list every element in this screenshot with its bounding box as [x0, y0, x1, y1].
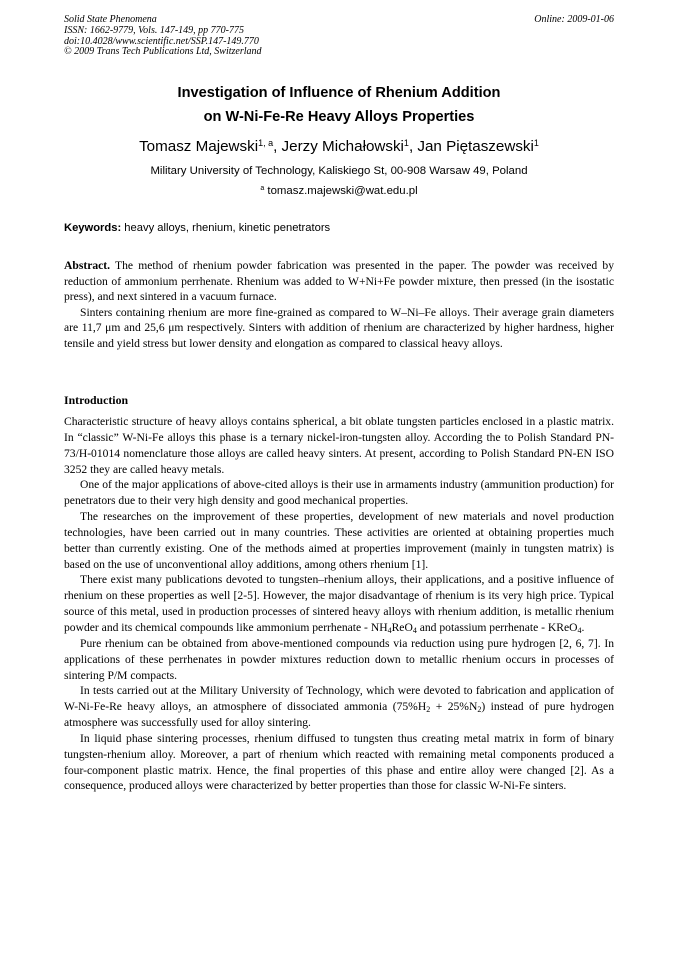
subscript: 4	[387, 625, 392, 635]
author-list	[64, 138, 614, 155]
subscript: 4	[577, 625, 582, 635]
author-name: Jan Piętaszewski	[417, 138, 534, 155]
text-run: ReO	[391, 620, 413, 634]
doi-line: doi:10.4028/www.scientific.net/SSP.147-149.770	[64, 35, 259, 47]
keywords-label: Keywords:	[64, 222, 122, 234]
copyright-line: © 2009 Trans Tech Publications Ltd, Switzerland	[64, 46, 262, 58]
email-mark: a	[260, 185, 265, 192]
body-paragraph: Characteristic structure of heavy alloys contains spherical, a bit oblate tungsten particles enclosed in a plastic matrix. In “classic” W-Ni-Fe alloys this phase is a ternary nickel-iron-tungsten alloy. According the to Polish Standard PN-73/H-01014 nomenclature those alloys are called heavy sinters. At present, according to Polish Standard PN-EN ISO 3252 they are called heavy metals.	[64, 415, 614, 476]
subscript: 2	[426, 705, 431, 715]
title-line-2: on W-Ni-Fe-Re Heavy Alloys Properties	[203, 108, 475, 125]
email-address[interactable]: tomasz.majewski@wat.edu.pl	[264, 185, 418, 197]
author-affil-mark: 1	[403, 138, 409, 148]
journal-header	[64, 15, 614, 58]
title-line-1: Investigation of Influence of Rhenium Addition	[177, 85, 501, 101]
body-paragraph	[64, 572, 614, 635]
text-run: .	[581, 620, 585, 634]
body-paragraph: Pure rhenium can be obtained from above-mentioned compounds via reduction using pure hydrogen [2, 6, 7]. In applications of these perrhenates in powder mixtures reduction down to metallic rhenium occurs in processes of sintering P/M compacts.	[64, 636, 614, 682]
subscript: 4	[412, 625, 417, 635]
body-paragraph	[64, 683, 614, 731]
abstract	[64, 258, 614, 351]
journal-name: Solid State Phenomena	[64, 14, 157, 25]
keywords	[64, 222, 614, 234]
body-paragraph: In liquid phase sintering processes, rhenium diffused to tungsten thus creating metal matrix in form of binary tungsten-rhenium alloy. Moreover, a part of rhenium which reacted with remaining metal components produced a four-component plastic matrix. Hence, the final properties of this phase and entire alloy were changed [2]. As a consequence, produced alloys were characterized by better properties than those for classic W-Ni-Fe sinters.	[64, 731, 614, 793]
abstract-text: The method of rhenium powder fabrication was presented in the paper. The powder was received by reduction of ammonium perrhenate. Rhenium was added to W+Ni+Fe powder mixture, then pressed (in the isostatic press), and next sintered in a vacuum furnace.	[64, 259, 614, 303]
text-run: and potassium perrhenate - KReO	[416, 620, 578, 634]
author-email	[64, 185, 614, 197]
paper-title	[64, 82, 614, 129]
text-run: ) instead of pure hydrogen atmosphere was successfully used for alloy sintering.	[64, 700, 614, 730]
abstract-paragraph	[64, 258, 614, 305]
body-paragraph: The researches on the improvement of these properties, development of new materials and novel production technologies, have been carried out in many countries. These activities are oriented at obtaining properties much better than currently existing. One of the methods aimed at properties improvement (mainly in tungsten matrix) is based on the use of unconventional alloy additions, among others rhenium [1].	[64, 510, 614, 571]
text-run: + 25%N	[430, 700, 478, 714]
text-run: In tests carried out at the Military University of Technology, which were devoted to fabrication and application of W-Ni-Fe-Re heavy alloys, an atmosphere of dissociated ammonia (75%H	[64, 684, 614, 714]
subscript: 2	[477, 705, 482, 715]
issn-line: ISSN: 1662-9779, Vols. 147-149, pp 770-775	[64, 24, 244, 36]
abstract-paragraph: Sinters containing rhenium are more fine-grained as compared to W–Ni–Fe alloys. Their average grain diameters are 11,7 μm and 25,6 μm respectively. Sinters with addition of rhenium are characterized by higher hardness, higher tensile and yield stress but lower density and elongation as compared to classical heavy alloys.	[64, 305, 614, 350]
abstract-label: Abstract.	[64, 259, 111, 272]
section-heading: Introduction	[64, 393, 129, 407]
author-separator: ,	[408, 138, 418, 155]
author-separator: ,	[273, 138, 282, 155]
affiliation: Military University of Technology, Kaliskiego St, 00-908 Warsaw 49, Poland	[150, 165, 528, 177]
body-paragraph: One of the major applications of above-cited alloys is their use in armaments industry (ammunition production) for penetrators due to their very high density and good mechanical properties.	[64, 478, 614, 508]
author-affil-mark: 1	[533, 138, 539, 148]
author-name: Tomasz Majewski	[139, 138, 259, 155]
author-affil-mark: 1, a	[258, 138, 274, 148]
author-name: Jerzy Michałowski	[281, 138, 404, 155]
keywords-text: heavy alloys, rhenium, kinetic penetrators	[121, 222, 331, 234]
introduction-body	[64, 414, 614, 794]
online-date: Online: 2009-01-06	[534, 14, 614, 25]
text-run: There exist many publications devoted to tungsten–rhenium alloys, their applications, and a positive influence of rhenium on these properties as well [2-5]. However, the major disadvantage of rhenium is its very high price. Typical source of this metal, used in production processes of sintered heavy alloys with rhenium addition, is metallic rhenium powder and its chemical compounds like ammonium perrhenate - NH	[64, 573, 614, 634]
